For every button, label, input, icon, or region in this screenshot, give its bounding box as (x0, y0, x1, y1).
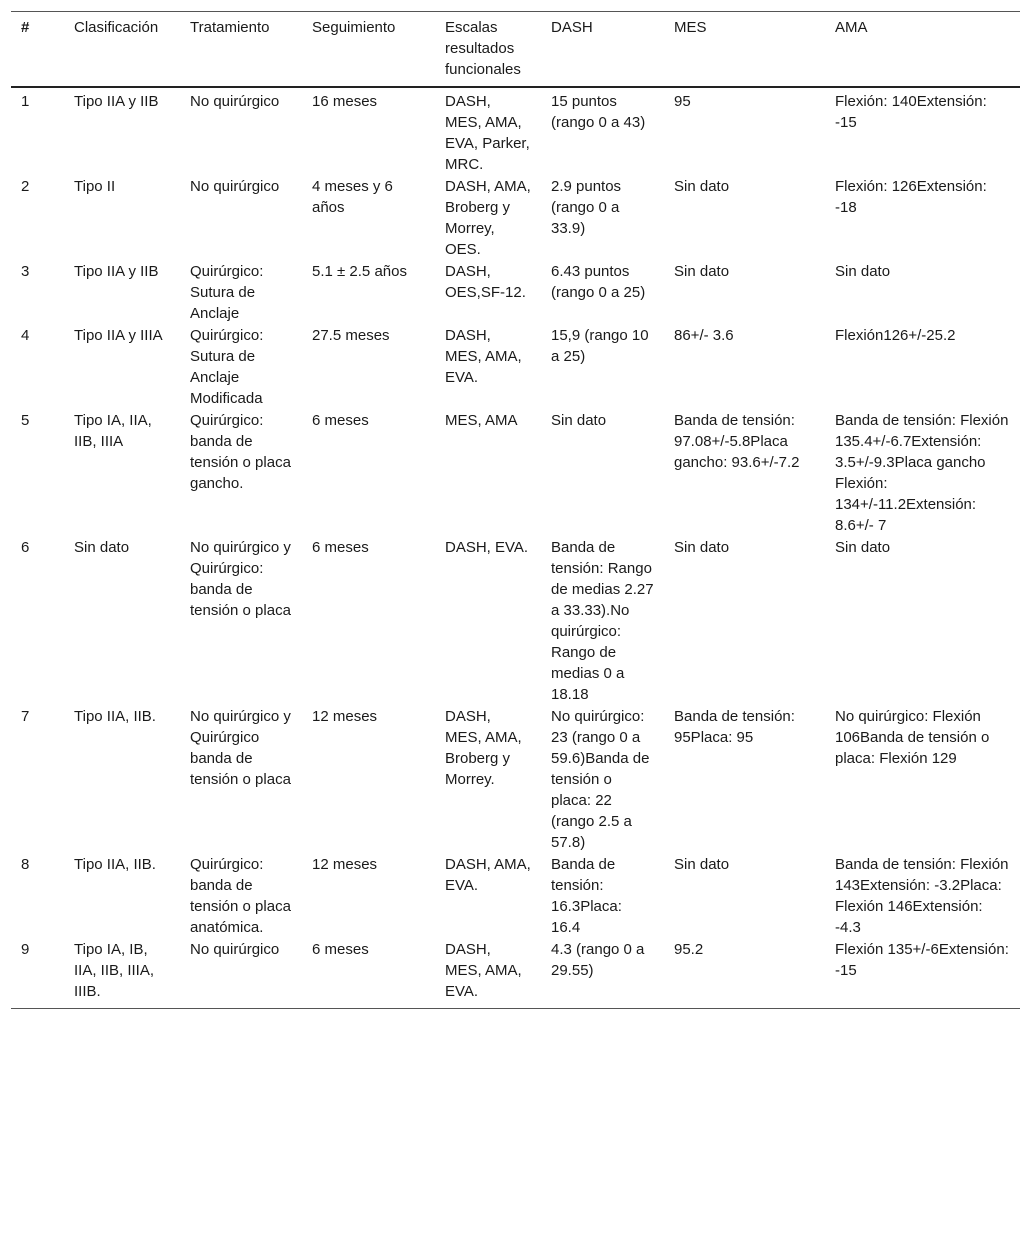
cell-mes: Banda de tensión: 97.08+/-5.8Placa gancho: 93.6+/-7.2 (674, 412, 800, 471)
header-dash: DASH (551, 19, 593, 36)
cell-number: 8 (21, 856, 30, 873)
cell-ama: Banda de tensión: Flexión 143Extensión: -3.2Placa: Flexión 146Extensión: -4.3 (835, 856, 1009, 936)
header-follow-up: Seguimiento (312, 19, 396, 36)
cell-treatment: No quirúrgico (190, 941, 280, 958)
header-mes: MES (674, 19, 707, 36)
header-classification: Clasificación (74, 19, 159, 36)
cell-treatment: Quirúrgico: banda de tensión o placa gancho. (190, 412, 291, 492)
results-table-container (11, 11, 1020, 1009)
cell-number: 4 (21, 327, 30, 344)
cell-dash: No quirúrgico: 23 (rango 0 a 59.6)Banda de tensión o placa: 22 (rango 2.5 a 57.8) (551, 708, 650, 851)
cell-mes: 86+/- 3.6 (674, 327, 734, 344)
cell-treatment: Quirúrgico: Sutura de Anclaje Modificada (190, 327, 264, 407)
header-treatment: Tratamiento (190, 19, 270, 36)
cell-ama: Banda de tensión: Flexión 135.4+/-6.7Extensión: 3.5+/-9.3Placa gancho Flexión: 134+/-11.2Extensión: 8.6+/- 7 (835, 412, 1009, 534)
cell-treatment: Quirúrgico: banda de tensión o placa anatómica. (190, 856, 291, 936)
table-body (11, 87, 1020, 1009)
cell-ama: Flexión126+/-25.2 (835, 327, 956, 344)
cell-number: 5 (21, 412, 30, 429)
header-ama: AMA (835, 19, 868, 36)
cell-scales: MES, AMA (445, 412, 518, 429)
cell-dash: Banda de tensión: Rango de medias 2.27 a 33.33).No quirúrgico: Rango de medias 0 a 18.18 (551, 539, 654, 703)
cell-classification: Tipo IIA, IIB. (74, 856, 156, 873)
cell-number: 7 (21, 708, 30, 725)
table-header (11, 12, 1020, 88)
table-row (11, 938, 1020, 1009)
cell-treatment: No quirúrgico y Quirúrgico: banda de tensión o placa (190, 539, 291, 619)
cell-classification: Tipo IA, IB, IIA, IIB, IIIA, IIIB. (74, 941, 155, 1000)
cell-mes: 95.2 (674, 941, 704, 958)
cell-dash: Sin dato (551, 412, 607, 429)
cell-classification: Tipo IIA y IIB (74, 93, 159, 110)
cell-mes: Sin dato (674, 539, 730, 556)
cell-mes: Sin dato (674, 178, 730, 195)
cell-classification: Tipo IIA y IIIA (74, 327, 163, 344)
cell-classification: Tipo IIA y IIB (74, 263, 159, 280)
cell-dash: 2.9 puntos (rango 0 a 33.9) (551, 178, 622, 237)
cell-follow-up: 5.1 ± 2.5 años (312, 263, 407, 280)
cell-mes: Sin dato (674, 263, 730, 280)
cell-dash: Banda de tensión: 16.3Placa: 16.4 (551, 856, 622, 936)
cell-treatment: Quirúrgico: Sutura de Anclaje (190, 263, 264, 322)
table-row (11, 260, 1020, 324)
cell-follow-up: 12 meses (312, 708, 378, 725)
results-table (11, 11, 1020, 1009)
cell-ama: Flexión 135+/-6Extensión: -15 (835, 941, 1009, 979)
header-row (11, 12, 1020, 88)
cell-scales: DASH, AMA, Broberg y Morrey, OES. (445, 178, 531, 258)
cell-follow-up: 6 meses (312, 941, 369, 958)
cell-follow-up: 4 meses y 6 años (312, 178, 393, 216)
cell-treatment: No quirúrgico y Quirúrgico banda de tensión o placa (190, 708, 291, 788)
cell-dash: 15,9 (rango 10 a 25) (551, 327, 649, 365)
cell-number: 9 (21, 941, 30, 958)
table-row (11, 175, 1020, 260)
cell-treatment: No quirúrgico (190, 93, 280, 110)
cell-classification: Tipo IA, IIA, IIB, IIIA (74, 412, 152, 450)
cell-follow-up: 12 meses (312, 856, 378, 873)
cell-follow-up: 16 meses (312, 93, 378, 110)
cell-number: 3 (21, 263, 30, 280)
cell-scales: DASH, MES, AMA, EVA, Parker, MRC. (445, 93, 530, 173)
cell-dash: 4.3 (rango 0 a 29.55) (551, 941, 645, 979)
cell-scales: DASH, MES, AMA, EVA. (445, 941, 522, 1000)
cell-follow-up: 6 meses (312, 412, 369, 429)
cell-mes: 95 (674, 93, 691, 110)
cell-scales: DASH, OES,SF-12. (445, 263, 526, 301)
cell-number: 2 (21, 178, 30, 195)
cell-ama: Flexión: 126Extensión: -18 (835, 178, 987, 216)
cell-scales: DASH, EVA. (445, 539, 529, 556)
cell-ama: Sin dato (835, 539, 891, 556)
cell-classification: Tipo IIA, IIB. (74, 708, 156, 725)
cell-number: 6 (21, 539, 30, 556)
cell-ama: No quirúrgico: Flexión 106Banda de tensión o placa: Flexión 129 (835, 708, 990, 767)
table-row (11, 324, 1020, 409)
header-functional-scales: Escalas resultados funcionales (445, 19, 521, 78)
table-row (11, 409, 1020, 536)
cell-classification: Tipo II (74, 178, 116, 195)
cell-number: 1 (21, 93, 30, 110)
table-row (11, 853, 1020, 938)
cell-ama: Flexión: 140Extensión: -15 (835, 93, 987, 131)
cell-treatment: No quirúrgico (190, 178, 280, 195)
cell-dash: 6.43 puntos (rango 0 a 25) (551, 263, 646, 301)
table-row (11, 705, 1020, 853)
cell-mes: Banda de tensión: 95Placa: 95 (674, 708, 795, 746)
header-number: # (21, 19, 30, 36)
cell-scales: DASH, AMA, EVA. (445, 856, 531, 894)
table-row (11, 536, 1020, 705)
cell-ama: Sin dato (835, 263, 891, 280)
cell-scales: DASH, MES, AMA, Broberg y Morrey. (445, 708, 522, 788)
cell-scales: DASH, MES, AMA, EVA. (445, 327, 522, 386)
cell-follow-up: 6 meses (312, 539, 369, 556)
cell-follow-up: 27.5 meses (312, 327, 390, 344)
table-row (11, 87, 1020, 175)
cell-classification: Sin dato (74, 539, 130, 556)
cell-dash: 15 puntos (rango 0 a 43) (551, 93, 646, 131)
cell-mes: Sin dato (674, 856, 730, 873)
